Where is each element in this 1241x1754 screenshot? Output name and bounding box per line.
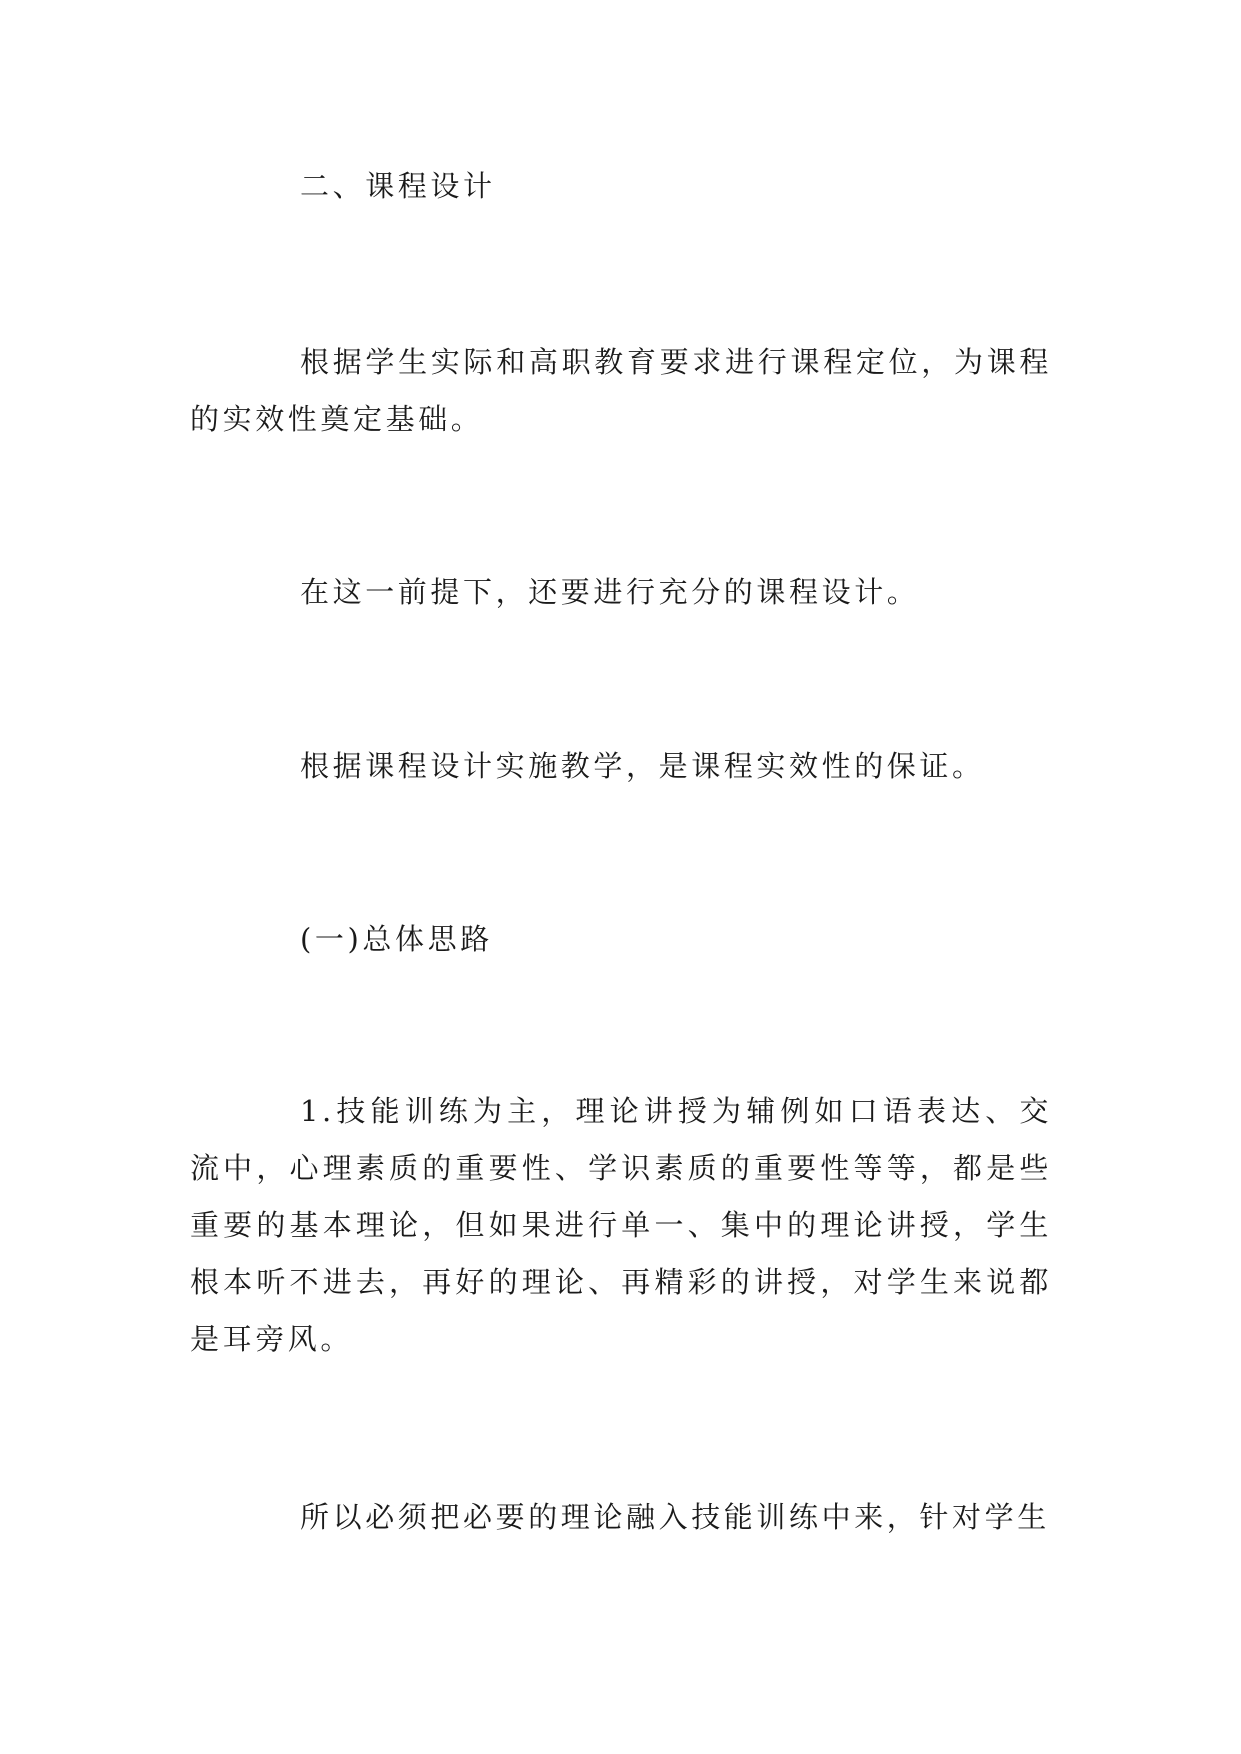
- body-paragraph: 根据学生实际和高职教育要求进行课程定位，为课程的实效性奠定基础。: [190, 345, 1052, 436]
- section-heading: 二、课程设计: [300, 169, 496, 203]
- body-paragraph: 根据课程设计实施教学，是课程实效性的保证。: [300, 749, 985, 783]
- subsection-heading: (一)总体思路: [300, 922, 493, 956]
- body-paragraph: 所以必须把必要的理论融入技能训练中来，针对学生: [300, 1500, 1050, 1534]
- body-paragraph: 1.技能训练为主，理论讲授为辅例如口语表达、交流中，心理素质的重要性、学识素质的重要性等等，都是些重要的基本理论，但如果进行单一、集中的理论讲授，学生根本听不进去，再好的理论、再精彩的讲授，对学生来说都是耳旁风。: [190, 1094, 1052, 1356]
- body-paragraph: 在这一前提下，还要进行充分的课程设计。: [300, 575, 920, 609]
